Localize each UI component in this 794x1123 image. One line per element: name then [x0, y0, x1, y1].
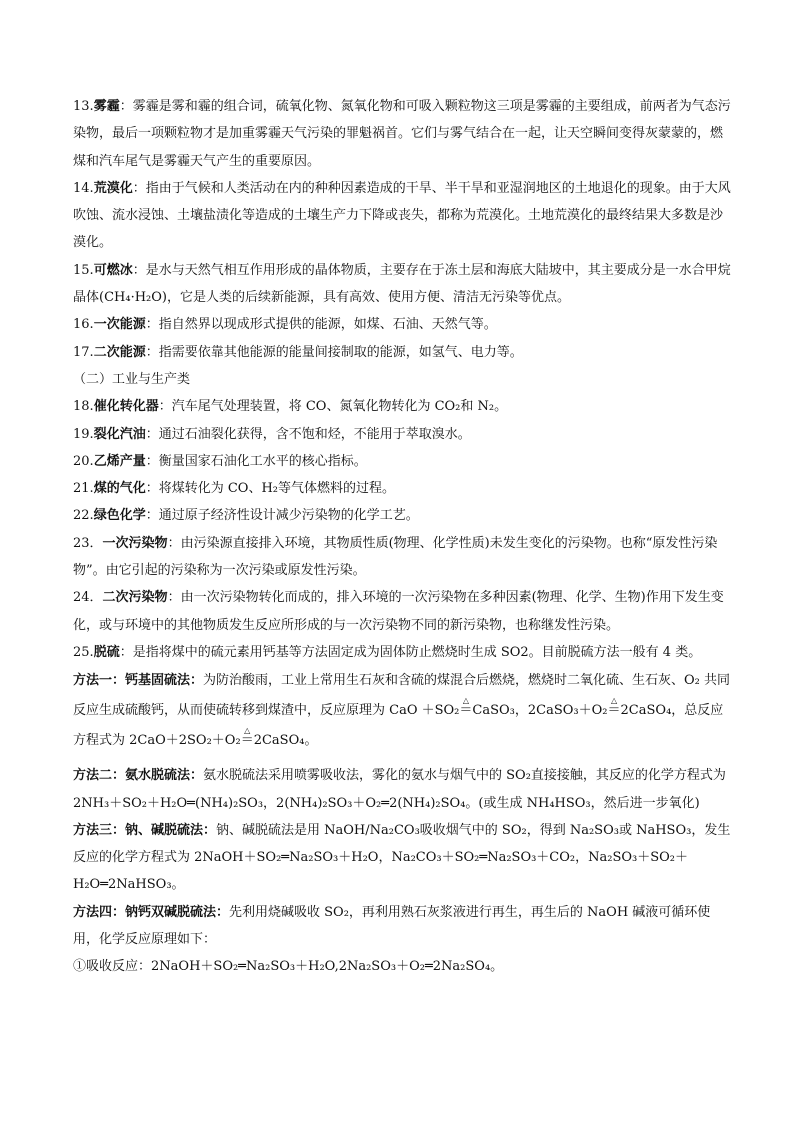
- entry-text: ：由污染源直接排入环境，其物质性质(物理、化学性质)未发生变化的污染物。也称“原发性污染物”。由它引起的污染称为一次污染或原发性污染。: [73, 535, 718, 579]
- entry-24: [73, 584, 733, 639]
- entry-21: [73, 475, 733, 502]
- entry-text: ：通过石油裂化获得，含不饱和烃，不能用于萃取溴水。: [145, 426, 471, 442]
- entry-text: ：是指将煤中的硫元素用钙基等方法固定成为固体防止燃烧时生成 SO2。目前脱硫方法一般有 4 类。: [119, 644, 702, 660]
- entry-20: [73, 448, 733, 475]
- method-text: CaSO₃，2CaSO₃＋O₂: [472, 703, 608, 719]
- entry-13: [73, 93, 733, 175]
- entry-17: [73, 339, 733, 366]
- entry-text: ：由一次污染物转化而成的，排入环境的一次污染物在多种因素(物理、化学、生物)作用下发生变化，或与环境中的其他物质发生反应所形成的与一次污染物不同的新污染物，也称继发性污染。: [73, 590, 724, 633]
- entry-term: 荒漠化: [93, 180, 133, 196]
- entry-term: 一次污染物: [102, 535, 168, 551]
- entry-19: [73, 421, 733, 448]
- section-heading: （二）工业与生产类: [73, 371, 191, 387]
- step-marker: ①: [73, 959, 87, 975]
- entry-22: [73, 502, 733, 529]
- entry-number: 20.: [73, 453, 94, 469]
- method-label: 方法二：氨水脱硫法：: [73, 768, 204, 784]
- document-body: [73, 93, 733, 981]
- entry-text: ：雾霾是雾和霾的组合词，硫氧化物、氮氧化物和可吸入颗粒物这三项是雾霾的主要组成，前两者为气态污染物，最后一项颗粒物才是加重雾霾天气污染的罪魁祸首。它们与雾气结合在一起，让天空瞬间变得灰蒙蒙的，燃煤和汽车尾气是雾霾天气产生的重要原因。: [73, 99, 731, 169]
- entry-number: 17.: [73, 344, 94, 360]
- method-text: 2CaSO₄。: [253, 733, 318, 749]
- entry-term: 一次能源: [93, 317, 146, 333]
- entry-number: 13.: [73, 99, 94, 114]
- entry-14: [73, 175, 733, 257]
- entry-text: ：指自然界以现成形式提供的能源，如煤、石油、天然气等。: [145, 317, 497, 333]
- entry-text: ：指由于气候和人类活动在内的种种因素造成的干旱、半干旱和亚湿润地区的土地退化的现象。由于大风吹蚀、流水浸蚀、土壤盐渍化等造成的土壤生产力下降或丧失，都称为荒漠化。土地荒漠化的最终结果大多数是沙漠化。: [73, 180, 731, 251]
- entry-18: [73, 393, 733, 420]
- entry-text: ：衡量国家石油化工水平的核心指标。: [145, 453, 367, 469]
- entry-16: [73, 311, 733, 338]
- entry-term: 脱硫: [93, 644, 120, 660]
- entry-number: 25.: [73, 644, 94, 660]
- method-4: [73, 899, 733, 954]
- entry-term: 二次污染物: [102, 590, 168, 606]
- entry-term: 雾霾: [93, 99, 120, 114]
- entry-term: 催化转化器: [93, 399, 159, 415]
- method-text: 钠、碱脱硫法是用 NaOH/Na₂CO₃吸收烟气中的 SO₂，得到 Na₂SO₃或 NaHSO₃，发生反应的化学方程式为 2NaOH＋SO₂═Na₂SO₃＋H₂O，Na₂CO₃＋SO₂═Na₂SO₃＋CO₂，Na₂SO₃＋SO₂＋H₂O═2NaHSO₃。: [73, 822, 731, 893]
- method-text: 2CaSO₄，总反应方程式为 2CaO＋2SO₂＋O₂: [73, 703, 724, 749]
- entry-term: 二次能源: [93, 344, 146, 360]
- entry-number: 21.: [73, 481, 94, 497]
- entry-number: 16.: [73, 317, 94, 333]
- entry-text: ：将煤转化为 CO、H₂等气体燃料的过程。: [145, 481, 395, 497]
- heating-equals-sign: △ ＝: [241, 726, 254, 756]
- entry-number: 19.: [73, 426, 94, 442]
- method-4-step-1: [73, 953, 733, 980]
- method-text: 为防治酸雨，工业上常用生石灰和含硫的煤混合后燃烧，燃烧时二氧化硫、生石灰、O₂ 共同反应生成硫酸钙，从而使硫转移到煤渣中，反应原理为 CaO ＋SO₂: [73, 673, 731, 719]
- entry-term: 可燃冰: [93, 262, 133, 278]
- entry-term: 煤的气化: [93, 481, 146, 497]
- method-2: [73, 762, 733, 817]
- entry-number: 24．: [73, 590, 103, 606]
- entry-number: 15.: [73, 262, 94, 278]
- entry-number: 22.: [73, 508, 94, 524]
- entry-text: ：通过原子经济性设计减少污染物的化学工艺。: [145, 508, 419, 524]
- entry-text: ：指需要依靠其他能源的能量间接制取的能源，如氢气、电力等。: [145, 344, 523, 360]
- method-label: 方法四：钠钙双碱脱硫法：: [73, 904, 230, 920]
- heating-equals-sign: △ ＝: [459, 696, 472, 726]
- step-text: 吸收反应：2NaOH＋SO₂═Na₂SO₃＋H₂O,2Na₂SO₃＋O₂═2Na₂SO₄。: [86, 959, 504, 975]
- entry-number: 18.: [73, 399, 94, 415]
- entry-term: 绿色化学: [93, 508, 146, 524]
- entry-text: ：是水与天然气相互作用形成的晶体物质，主要存在于冻土层和海底大陆坡中，其主要成分是一水合甲烷晶体(CH₄·H₂O)，它是人类的后续新能源，具有高效、使用方便、清洁无污染等优点。: [73, 262, 731, 306]
- entry-23: [73, 530, 733, 585]
- method-text: 先利用烧碱吸收 SO₂，再利用熟石灰浆液进行再生，再生后的 NaOH 碱液可循环使用，化学反应原理如下：: [73, 904, 711, 948]
- heating-equals-sign: △ ＝: [608, 696, 621, 726]
- entry-term: 乙烯产量: [93, 453, 146, 469]
- method-text: 氨水脱硫法采用喷雾吸收法，雾化的氨水与烟气中的 SO₂直接接触，其反应的化学方程式为 2NH₃＋SO₂＋H₂O═(NH₄)₂SO₃，2(NH₄)₂SO₃＋O₂═2(NH₄)₂SO₄。(或生成 NH₄HSO₃，然后进一步氧化): [73, 768, 726, 811]
- entry-15: [73, 257, 733, 312]
- entry-number: 23．: [73, 535, 103, 551]
- entry-term: 裂化汽油: [93, 426, 146, 442]
- entry-text: ：汽车尾气处理装置，将 CO、氮氧化物转化为 CO₂和 N₂。: [158, 399, 508, 415]
- method-3: [73, 817, 733, 899]
- method-label: 方法一：钙基固硫法：: [73, 673, 204, 689]
- method-1: [73, 666, 733, 756]
- entry-number: 14.: [73, 180, 94, 196]
- entry-25: [73, 639, 733, 666]
- method-label: 方法三：钠、碱脱硫法：: [73, 822, 217, 838]
